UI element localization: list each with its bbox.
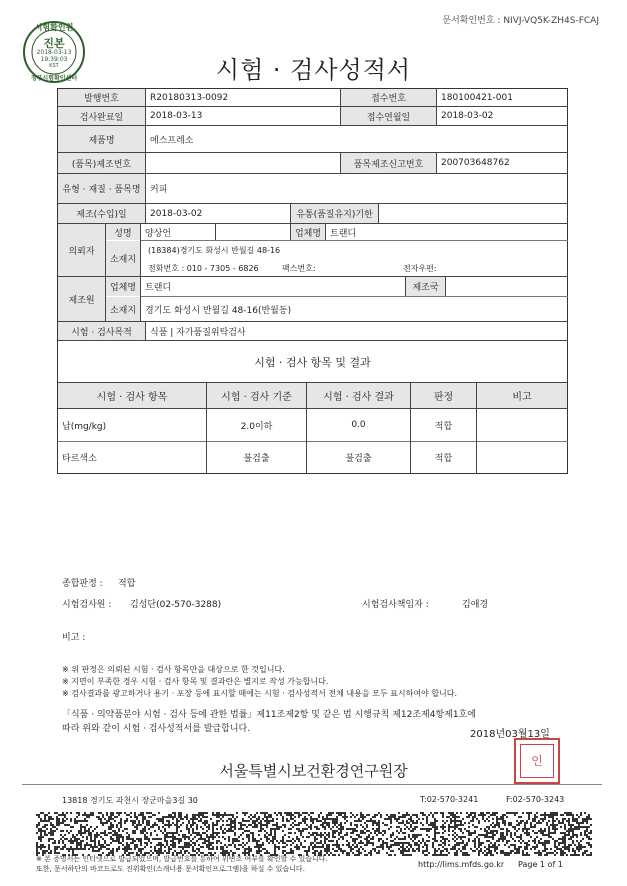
report-no: 200703648762 (441, 158, 510, 168)
results-header: 시험 · 검사 항목 (58, 383, 206, 408)
seal-ring-text: 시험확인원 (34, 23, 74, 32)
issuer-seal (514, 738, 560, 784)
tester-label: 시험검사원 : (62, 600, 112, 610)
seal-label: 진본 (43, 37, 65, 50)
law-line-1: 「식품 · 의약품분야 시험 · 검사 등에 관한 법률」제11조제2항 및 같은 법 시행규칙 제12조제4항제1호에 (62, 710, 476, 720)
footer-tel: T:02-570-3241 (420, 795, 479, 804)
expiry-value (379, 204, 567, 223)
client-email: 전자우편: (403, 264, 437, 273)
issuer-seal-char: 인 (531, 754, 543, 768)
results-section-title: 시험 · 검사 항목 및 결과 (254, 355, 371, 369)
expiry-label: 유통(품질유지)기한 (291, 204, 378, 223)
type-value: 커피 (150, 185, 168, 195)
receipt-no: 180100421-001 (441, 92, 513, 103)
manager-label: 시험검사책임자 : (362, 600, 429, 610)
client-address: (18384)경기도 화성시 반월길 48-16 (148, 246, 281, 255)
client-name: 양상언 (145, 228, 172, 239)
purpose-label: 시험 · 검사목적 (58, 322, 145, 340)
client-fax: 팩스번호: (282, 264, 316, 273)
item-no (146, 153, 340, 173)
result-cell: 적합 (434, 454, 453, 464)
note-line: ※ 지면이 부족한 경우 시험 · 검사 항목 및 결과란은 별지로 작성 가능합니다. (62, 677, 329, 686)
country-value (446, 277, 567, 296)
client-label: 의뢰자 (58, 224, 105, 276)
bottom-note-2: 또한, 문서하단의 바코드로도 진위확인(스캐너용 문서확인프로그램)을 하실 수 있습니다. (36, 865, 305, 873)
maker-address: 경기도 화성시 반월길 48-16(반월동) (145, 305, 292, 316)
client-name-label: 성명 (106, 224, 140, 240)
item-no-label: (품목)제조번호 (58, 153, 145, 173)
complete-date: 2018-03-13 (150, 111, 203, 121)
note-line: ※ 위 판정은 의뢰된 시험 · 검사 항목만을 대상으로 한 것입니다. (62, 665, 285, 674)
footer-address: 13818 경기도 과천시 장군마을3길 30 (62, 796, 198, 805)
result-cell: 납(mg/kg) (62, 421, 107, 432)
client-company-label: 업체명 (291, 224, 325, 240)
maker-label: 제조원 (58, 277, 105, 321)
tester-value: 김성단(02-570-3288) (130, 600, 222, 610)
client-company: 트랜디 (330, 228, 357, 239)
issuer-name: 서울특별시보건환경연구원장 (219, 762, 408, 780)
results-header: 판정 (411, 383, 476, 408)
seal-tz: KST (49, 63, 59, 69)
receipt-date-label: 접수연월일 (341, 107, 436, 125)
client-address-label: 소재지 (106, 241, 140, 276)
law-line-2: 따라 위와 같이 시험 · 검사성적서를 발급합니다. (62, 724, 251, 734)
results-header: 시험 · 검사 기준 (207, 383, 306, 408)
report-no-label: 품목제조신고번호 (341, 153, 436, 173)
type-label: 유형 · 재질 · 품목명 (58, 174, 145, 203)
issue-no-label: 발행번호 (58, 89, 145, 106)
client-phone: 전화번호 : 010 - 7305 - 6826 (148, 264, 259, 273)
receipt-no-label: 접수번호 (341, 89, 436, 106)
country-label: 제조국 (406, 277, 445, 296)
purpose-value: 식품 | 자가품질위탁검사 (150, 327, 246, 338)
manager-value: 김애경 (462, 600, 489, 610)
results-header: 시험 · 검사 결과 (307, 383, 410, 408)
result-cell: 적합 (434, 421, 453, 432)
doc-confirm-number: 문서확인번호 : NIVJ-VQ5K-ZH4S-FCAJ (442, 16, 599, 26)
remark-label: 비고 : (62, 633, 86, 643)
page-title: 시험 · 검사성적서 (215, 56, 412, 84)
result-cell: 타르색소 (62, 454, 97, 464)
bottom-note-1: ※ 본 증명서는 인터넷으로 발급되었으며, 발급번호를 통하여 위변조 여부를 확인할 수 있습니다. (36, 855, 328, 863)
maker-company-label: 업체명 (106, 277, 140, 296)
maker-address-label: 소재지 (106, 297, 140, 321)
overall-value: 적합 (118, 579, 136, 589)
maker-company: 트랜디 (145, 283, 172, 293)
footer-fax: F:02-570-3243 (506, 795, 565, 804)
seal-org: 정부시험확인센터 (30, 75, 78, 82)
overall-label: 종합판정 : (62, 579, 103, 589)
issue-no: R20180313-0092 (150, 92, 229, 103)
mfg-date-label: 제조(수입)일 (58, 204, 145, 223)
results-header: 비고 (477, 383, 567, 408)
result-cell: 불검출 (243, 454, 270, 464)
result-cell: 2.0이하 (240, 421, 273, 432)
issue-date: 2018년03월13일 (470, 729, 550, 740)
result-cell (477, 409, 567, 441)
result-cell: 불검출 (345, 454, 372, 464)
result-cell: 0.0 (351, 420, 366, 430)
seal-time: 19:39:03 (40, 56, 68, 63)
result-cell (477, 442, 567, 473)
page-number: Page 1 of 1 (518, 860, 563, 869)
product-label: 제품명 (58, 126, 145, 152)
receipt-date: 2018-03-02 (441, 111, 494, 121)
seal-date: 2018-03-13 (36, 49, 72, 56)
bottom-url[interactable]: http://lims.mfds.go.kr (418, 860, 505, 869)
complete-date-label: 검사완료일 (58, 107, 145, 125)
note-line: ※ 검사결과를 광고하거나 용기 · 포장 등에 표시할 때에는 시험 · 검사성적서 전체 내용을 모두 표시하여야 합니다. (62, 689, 458, 698)
mfg-date: 2018-03-02 (150, 208, 203, 219)
verification-barcode (36, 812, 592, 856)
product-name: 에스프레소 (150, 135, 194, 146)
